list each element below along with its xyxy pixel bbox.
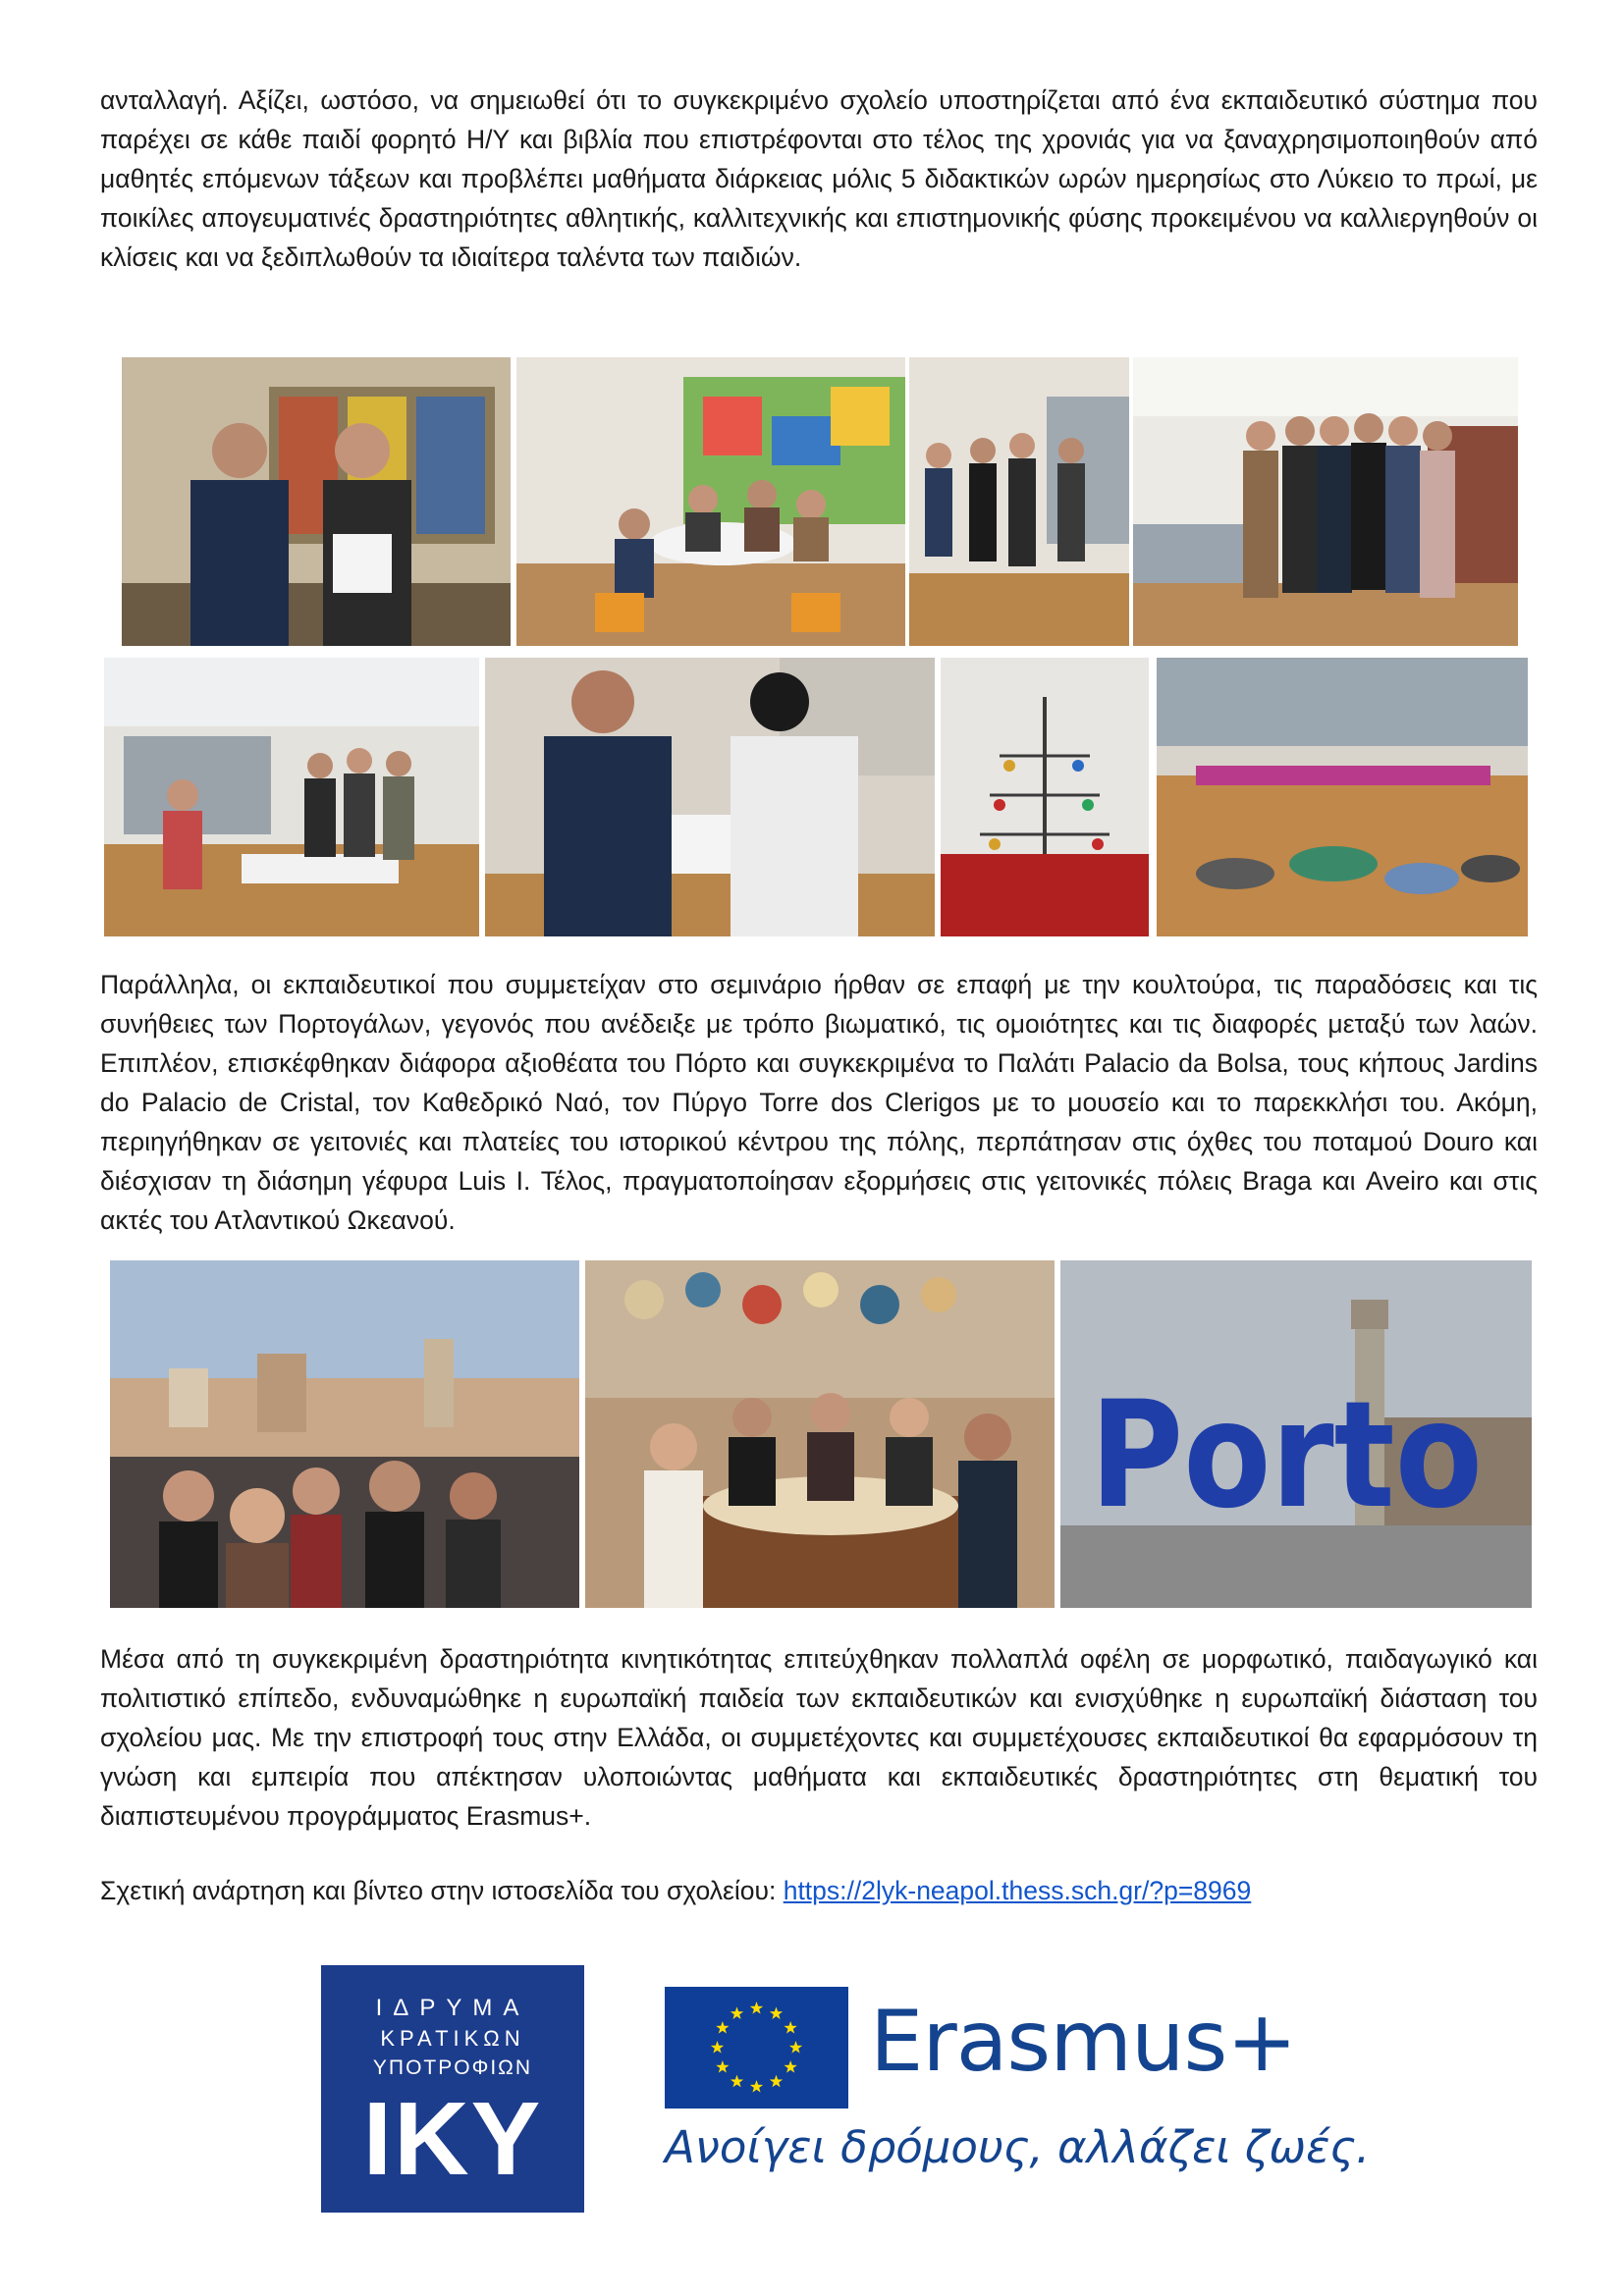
eu-star-icon (770, 2006, 783, 2019)
intro-paragraph: ανταλλαγή. Αξίζει, ωστόσο, να σημειωθεί ότι το συγκεκριμένο σχολείο υποστηρίζεται από ένα εκπαιδευτικό σύστημα που παρέχει σε κάθε παιδί φορητό Η/Υ και βιβλία που επιστρέφονται στο τέλος της χρονιάς για να ξαναχρησιμοποιηθούν από μαθητές επόμενων τάξεων και προβλέπει μαθήματα διάρκειας μόλις 5 διδακτικών ωρών ημερησίως στο Λύκειο το πρωί, με ποικίλες απογευματινές δραστηριότητες αθλητικής, καλλιτεχνικής και επιστημονικής φύσης προκειμένου να καλλιεργηθούν οι κλίσεις και να ξεδιπλωθούν τα ιδιαίτερα ταλέντα των παιδιών. (100, 85, 1538, 272)
iky-line-1: ΙΔΡΥΜΑ (375, 1995, 530, 2021)
iky-logo (321, 1965, 584, 2213)
culture-paragraph: Παράλληλα, οι εκπαιδευτικοί που συμμετείχαν στο σεμινάριο ήρθαν σε επαφή με την κουλτούρα, τις παραδόσεις και τις συνήθειες των Πορτογάλων, γεγονός που ανέδειξε με τρόπο βιωματικό, τις ομοιότητες και τις διαφορές μεταξύ των λαών. Επιπλέον, επισκέφθηκαν διάφορα αξιοθέατα του Πόρτο και συγκεκριμένα το Παλάτι Palacio da Bolsa, τους κήπους Jardins do Palacio de Cristal, τον Καθεδρικό Ναό, τον Πύργο Torre dos Clerigos με το μουσείο και το παρεκκλήσι του. Ακόμη, περιηγήθηκαν σε γειτονιές και πλατείες του ιστορικού κέντρου της πόλης, περπάτησαν στις όχθες του ποταμού Douro και διέσχισαν τη διάσημη γέφυρα Luis I. Τέλος, πραγματοποίησαν εξορμήσεις στις γειτονικές πόλεις Braga και Aveiro και στις ακτές του Ατλαντικού Ωκεανού. (100, 970, 1538, 1235)
eu-star-icon (731, 2075, 743, 2088)
photo-group-lab (1133, 357, 1518, 646)
school-link-line (100, 1871, 1251, 1910)
erasmus-wordmark: Erasmus+ (870, 1993, 1297, 2091)
iky-line-2: ΚΡΑΤΙΚΩΝ (380, 2026, 525, 2051)
eu-star-icon (750, 2080, 763, 2093)
eu-star-icon (716, 2060, 729, 2073)
porto-sign-text: Porto (1090, 1370, 1483, 1541)
photo-corridor-group (909, 357, 1129, 646)
link-prefix: Σχετική ανάρτηση και βίντεο στην ιστοσελίδα του σχολείου: (100, 1876, 784, 1905)
eu-star-icon (770, 2075, 783, 2088)
photo-library-lounge (1157, 658, 1528, 936)
iky-acronym: ΙΚΥ (362, 2081, 543, 2197)
eu-star-icon (784, 2060, 796, 2073)
eu-star-icon (731, 2006, 743, 2019)
eu-flag-icon (665, 1987, 848, 2109)
photo-classroom-mural (516, 357, 905, 646)
eu-star-icon (716, 2021, 729, 2034)
erasmus-tagline: Ανοίγει δρόμους, αλλάζει ζωές. (665, 2121, 1371, 2173)
photo-restaurant-dinner (585, 1260, 1055, 1608)
school-post-link[interactable]: https://2lyk-neapol.thess.sch.gr/?p=8969 (783, 1876, 1252, 1905)
eu-star-icon (784, 2021, 796, 2034)
photo-porto-skyline-group (110, 1260, 579, 1608)
eu-star-icon (750, 2002, 763, 2014)
iky-line-3: ΥΠΟΤΡΟΦΙΩΝ (372, 2056, 533, 2079)
photo-classroom-desks (104, 658, 479, 936)
benefits-paragraph: Μέσα από τη συγκεκριμένη δραστηριότητα κινητικότητας επιτεύχθηκαν πολλαπλά οφέλη σε μορφωτικό, παιδαγωγικό και πολιτιστικό επίπεδο, ενδυναμώθηκε η ευρωπαϊκή παιδεία των εκπαιδευτικών και ενισχύθηκε η ευρωπαϊκή διάσταση του σχολείου μας. Με την επιστροφή τους στην Ελλάδα, οι συμμετέχοντες και συμμετέχουσες εκπαιδευτικοί θα εφαρμόσουν τη γνώση και εμπειρία που απέκτησαν υλοποιώντας μαθήματα και εκπαιδευτικές δραστηριότητες στη θεματική του διαπιστευμένου προγράμματος Erasmus+. (100, 1644, 1538, 1831)
eu-star-icon (789, 2041, 802, 2054)
photo-ornament-tree (941, 658, 1149, 936)
photo-teachers-office (122, 357, 511, 646)
photo-porto-sign (1060, 1260, 1532, 1608)
photo-teacher-student (485, 658, 935, 936)
eu-star-icon (711, 2041, 724, 2054)
